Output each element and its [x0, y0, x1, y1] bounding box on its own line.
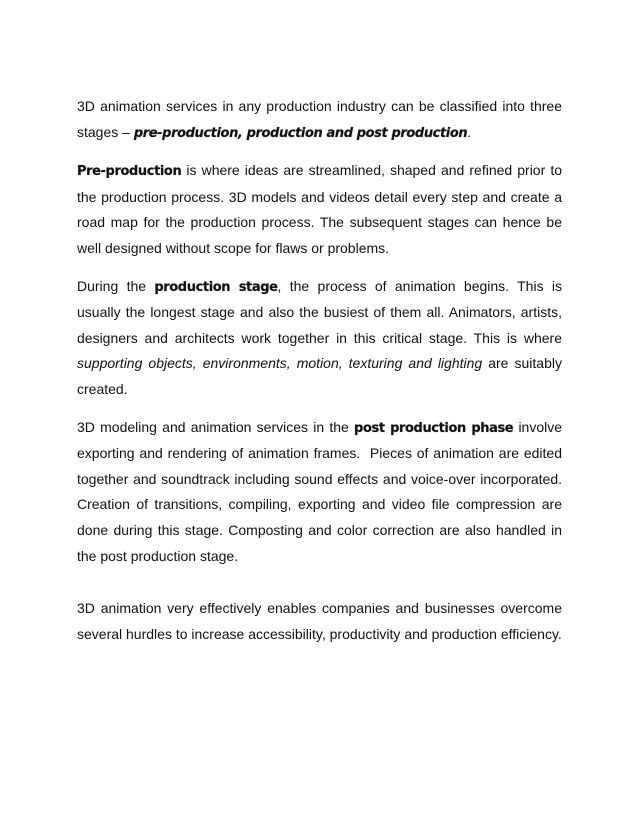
- italic-phrase: supporting objects, environments, motion, texturing and lighting: [77, 355, 483, 372]
- paragraph-production: [77, 274, 562, 403]
- paragraph-text: .: [467, 123, 472, 140]
- paragraph-pre-production: [77, 158, 562, 261]
- paragraph-text: During the: [77, 277, 155, 294]
- pre-production-emphasis: Pre-production: [77, 164, 182, 180]
- paragraph-text: , the process of animation begins. This is usually the longest stage and also the busiest of them all. Animators, artists, designers and architects work together in this critical stage. This is where: [77, 277, 563, 346]
- paragraph-text: 3D animation services in any production industry can be classified into three stages –: [77, 98, 562, 140]
- paragraph-text: are suitably created.: [77, 355, 562, 397]
- paragraph-conclusion: [77, 596, 562, 647]
- paragraph-text: involve exporting and rendering of animation frames. Pieces of animation are edited together and soundtrack including sound effects and voice-over incorporated. Creation of transitions, compiling, exporting and video file compression are done during this stage. Composting and color correction are also handled in the post production stage.: [77, 418, 563, 564]
- paragraph-post-production: [77, 415, 562, 570]
- document-page: [77, 94, 562, 659]
- production-stage-emphasis: production stage: [154, 279, 278, 295]
- paragraph-text: is where ideas are streamlined, shaped and refined prior to the production process. 3D models and videos detail every step and create a road map for the production process. The subsequent stages can hence be well designed without scope for flaws or problems.: [77, 162, 562, 256]
- stages-emphasis: pre-production, production and post production: [133, 125, 468, 141]
- post-production-emphasis: post production phase: [354, 420, 514, 436]
- paragraph-text: 3D modeling and animation services in the: [77, 418, 355, 435]
- paragraph-intro: [77, 94, 562, 146]
- paragraph-text: 3D animation very effectively enables companies and businesses overcome several hurdles to increase accessibility, productivity and production efficiency.: [77, 600, 562, 642]
